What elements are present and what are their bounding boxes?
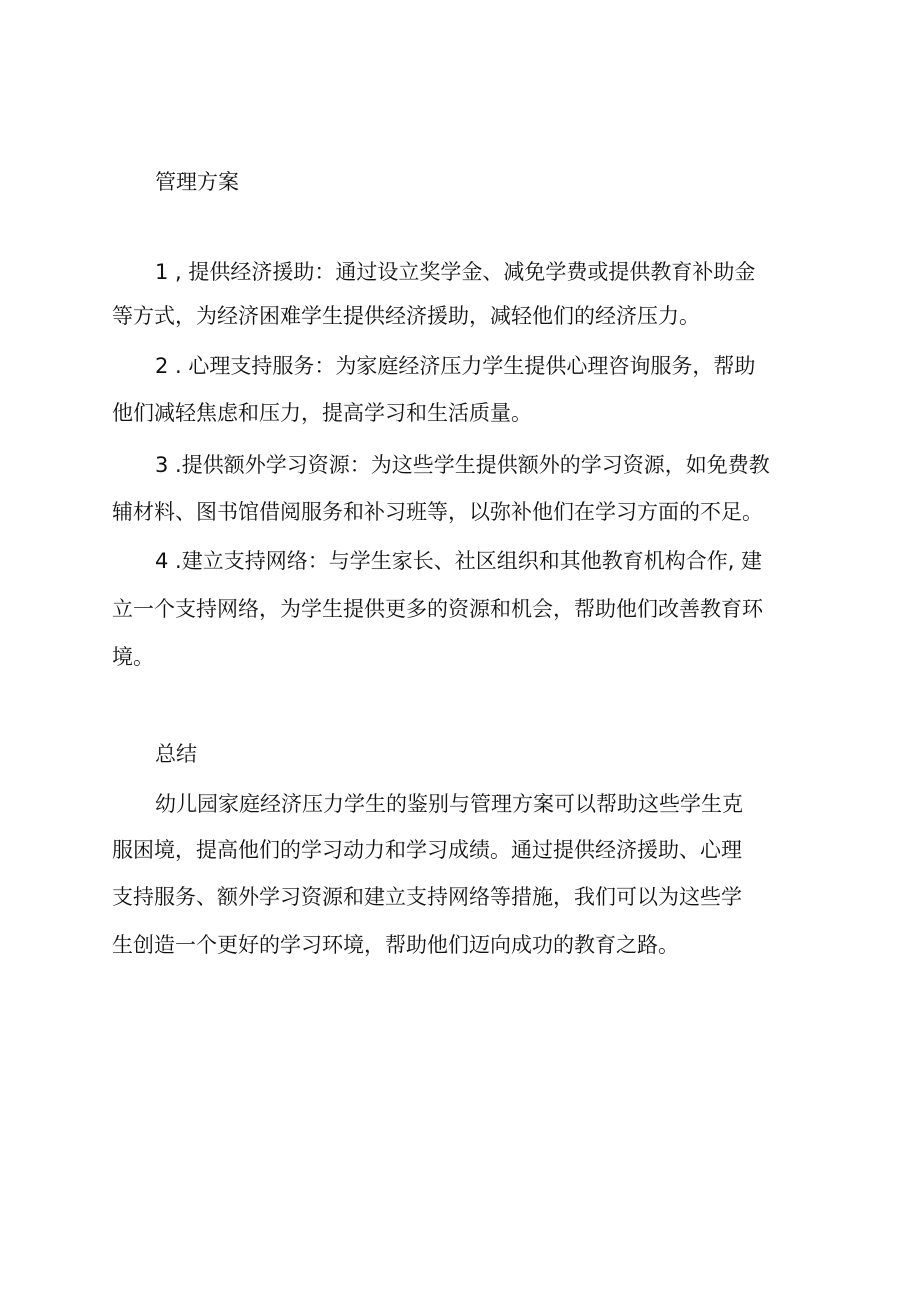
summary-line-3: 支持服务、额外学习资源和建立支持网络等措施，我们可以为这些学 <box>112 885 742 909</box>
management-item-1-line-1: 1 , 提供经济援助：通过设立奖学金、减免学费或提供教育补助金 <box>155 260 756 284</box>
summary-line-2: 服困境，提高他们的学习动力和学习成绩。通过提供经济援助、心理 <box>112 838 742 862</box>
section-heading-management: 管理方案 <box>155 170 239 194</box>
management-item-2-line-1: 2 . 心理支持服务：为家庭经济压力学生提供心理咨询服务，帮助 <box>155 354 756 378</box>
management-item-1-line-2: 等方式，为经济困难学生提供经济援助，减轻他们的经济压力。 <box>112 304 700 328</box>
summary-line-4: 生创造一个更好的学习环境，帮助他们迈向成功的教育之路。 <box>112 933 679 957</box>
summary-line-1: 幼儿园家庭经济压力学生的鉴别与管理方案可以帮助这些学生克 <box>155 792 743 816</box>
management-item-3-line-1: 3 .提供额外学习资源：为这些学生提供额外的学习资源，如免费教 <box>155 453 770 477</box>
management-item-4-line-2: 立一个支持网络，为学生提供更多的资源和机会，帮助他们改善教育环 <box>112 597 763 621</box>
management-item-4-line-1: 4 .建立支持网络：与学生家长、社区组织和其他教育机构合作, 建 <box>155 549 763 573</box>
management-item-2-line-2: 他们减轻焦虑和压力，提高学习和生活质量。 <box>112 401 532 425</box>
management-item-3-line-2: 辅材料、图书馆借阅服务和补习班等，以弥补他们在学习方面的不足。 <box>112 500 763 524</box>
management-item-4-line-3: 境。 <box>112 645 154 669</box>
section-heading-summary: 总结 <box>155 742 197 766</box>
